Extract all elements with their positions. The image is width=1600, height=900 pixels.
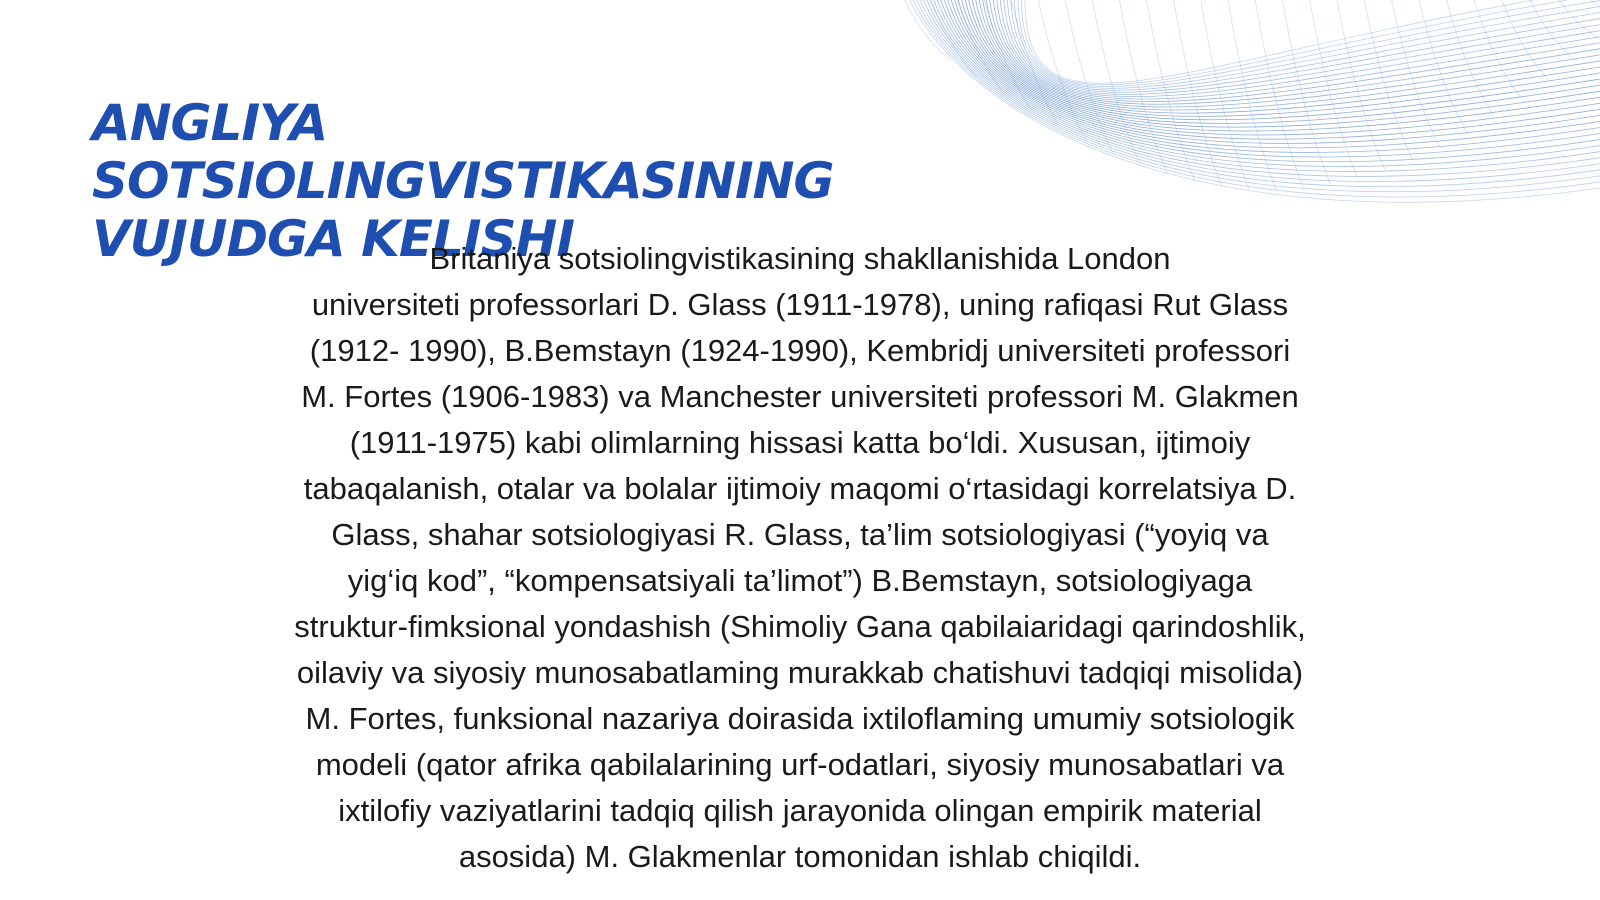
wave-line <box>956 0 1600 135</box>
wave-strand <box>1362 0 1412 159</box>
wave-line <box>992 0 1600 102</box>
wave-line <box>930 0 1600 167</box>
wave-line <box>989 0 1600 104</box>
wave-line <box>996 0 1600 99</box>
body-line-3: (1912- 1990), B.Bemstayn (1924-1990), Kembridj universiteti professori <box>309 333 1291 368</box>
wave-strand <box>1335 0 1385 170</box>
wave-strand <box>900 0 950 60</box>
wave-line <box>1010 0 1600 90</box>
body-line-4: M. Fortes (1906-1983) va Manchester universiteti professori M. Glakmen <box>301 379 1299 414</box>
wave-strand <box>1199 0 1249 190</box>
body-line-8: yig‘iq kod”, “kompensatsiyali ta’limot”) B.Bemstayn, sotsiologiyaga <box>347 563 1253 598</box>
wave-line <box>985 0 1600 107</box>
wave-line <box>1018 0 1600 87</box>
wave-line <box>1025 0 1600 83</box>
wave-strand <box>1471 0 1521 99</box>
wave-line <box>920 0 1600 181</box>
wave-line <box>981 0 1600 110</box>
body-line-7: Glass, shahar sotsiologiyasi R. Glass, ta’lim sotsiologiyasi (“yoyiq va <box>331 517 1269 552</box>
body-line-10: oilaviy va siyosiy munosabatlaming murakkab chatishuvi tadqiqi misolida) <box>296 655 1304 690</box>
body-line-5: (1911-1975) kabi olimlarning hissasi katta bo‘ldi. Xususan, ijtimoiy <box>349 425 1251 460</box>
wave-line <box>974 0 1600 116</box>
wave-strand <box>1308 0 1358 179</box>
wave-line <box>952 0 1600 139</box>
wave-strand <box>1390 0 1440 147</box>
wave-strand <box>1009 0 1059 126</box>
wave-strand <box>1090 0 1140 164</box>
wave-line <box>916 0 1600 187</box>
wave-line <box>967 0 1600 123</box>
wave-line <box>1014 0 1600 88</box>
body-text <box>200 236 1400 880</box>
wave-line <box>938 0 1600 157</box>
body-line-6: tabaqalanish, otalar va bolalar ijtimoiy maqomi o‘rtasidagi korrelatsiya D. <box>303 471 1297 506</box>
wave-strand <box>1417 0 1467 132</box>
title-line-1: ANGLIYA SOTSIOLINGVISTIKASINING <box>92 94 834 210</box>
wave-line <box>1021 0 1600 85</box>
wave-line <box>905 0 1600 202</box>
wave-line <box>960 0 1600 131</box>
wave-line <box>909 0 1600 197</box>
wave-line <box>949 0 1600 143</box>
wave-strand <box>1444 0 1494 116</box>
body-line-2: universiteti professorlari D. Glass (1911-1978), uning rafiqasi Rut Glass <box>311 287 1289 322</box>
body-line-11: M. Fortes, funksional nazariya doirasida ixtiloflaming umumiy sotsiologik <box>305 701 1295 736</box>
wave-strand <box>1172 0 1222 187</box>
wave-line <box>923 0 1600 176</box>
wave-strand <box>927 0 977 77</box>
wave-line <box>927 0 1600 171</box>
wave-strand <box>1281 0 1331 185</box>
wave-strand <box>1553 0 1600 40</box>
wave-strand <box>1145 0 1195 181</box>
wave-line <box>941 0 1600 152</box>
body-line-12: modeli (qator afrika qabilalarining urf-odatlari, siyosiy munosabatlari va <box>315 747 1285 782</box>
body-line-9: struktur-fimksional yondashish (Shimoliy Gana qabilaiaridagi qarindoshlik, <box>294 609 1306 644</box>
wave-strand <box>1118 0 1168 174</box>
body-line-14: asosida) M. Glakmenlar tomonidan ishlab chiqildi. <box>458 839 1142 874</box>
title-line-2: VUJUDGA KELISHI <box>92 210 574 268</box>
wave-line <box>1000 0 1600 97</box>
wave-line <box>912 0 1600 192</box>
body-line-1: Britaniya sotsiolingvistikasining shakllanishida London <box>429 241 1171 276</box>
wave-strand <box>1063 0 1113 153</box>
wave-strand <box>1036 0 1086 140</box>
wave-line <box>1007 0 1600 92</box>
wave-strand <box>1498 0 1548 80</box>
wave-line <box>934 0 1600 162</box>
body-line-13: ixtilofiy vaziyatlarini tadqiq qilish jarayonida olingan empirik material <box>338 793 1262 828</box>
wave-line <box>978 0 1600 113</box>
wave-strand <box>1254 0 1304 189</box>
wave-strand <box>1226 0 1276 191</box>
wave-line <box>970 0 1600 120</box>
wave-strand <box>1526 0 1576 61</box>
wave-line <box>1003 0 1600 94</box>
wave-line <box>963 0 1600 127</box>
wave-strand <box>1580 0 1600 20</box>
wave-strand <box>954 0 1004 94</box>
wave-line <box>945 0 1600 148</box>
